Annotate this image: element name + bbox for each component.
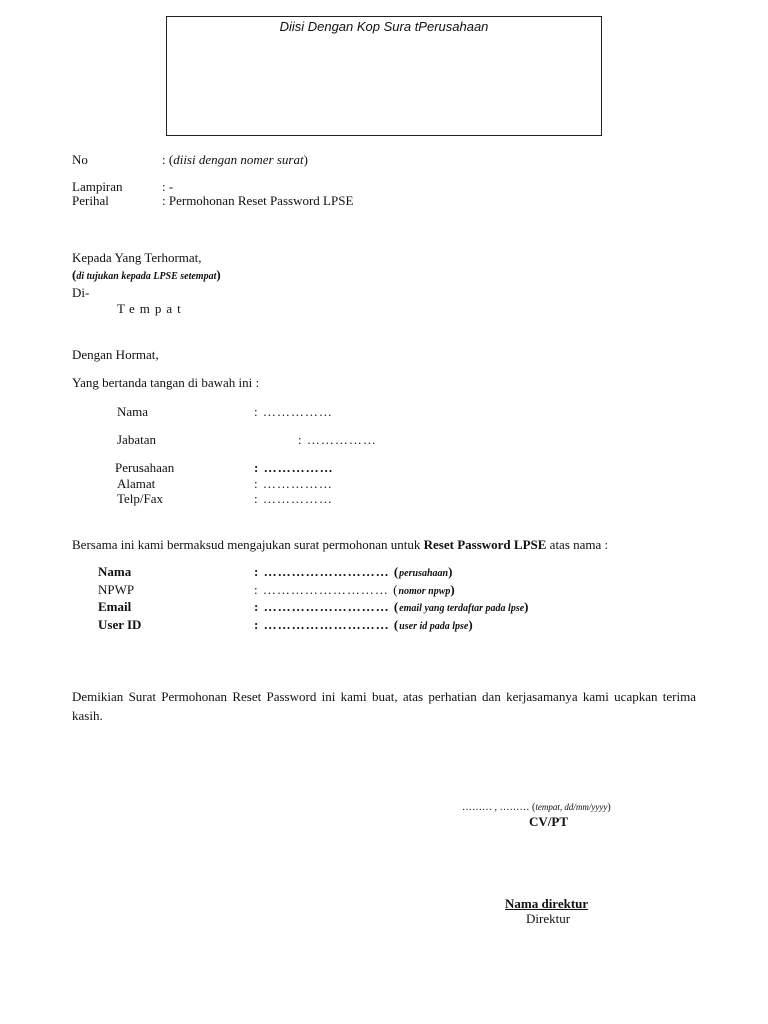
no-value-prefix: : ( (162, 152, 174, 167)
company-type: CV/PT (529, 814, 568, 829)
account-value (254, 582, 455, 599)
account-value (254, 599, 529, 616)
no-label: No (72, 152, 88, 167)
addressee-note-text: di tujukan kepada LPSE setempat (76, 271, 217, 282)
signer-label: Alamat (117, 476, 156, 491)
request-prefix: Bersama ini kami bermaksud mengajukan surat permohonan untuk (72, 537, 424, 552)
signer-value: : …………… (254, 476, 333, 491)
no-value (162, 152, 308, 167)
account-close: ) (450, 582, 455, 597)
place-date-close: ) (607, 802, 611, 813)
no-note: diisi dengan nomer surat (173, 152, 304, 167)
account-note: user id pada lpse (399, 621, 469, 632)
closing-paragraph: Demikian Surat Permohonan Reset Password ini kami buat, atas perhatian dan kerjasamanya kami ucapkan terima kasih. (72, 689, 696, 723)
account-note: perusahaan (399, 568, 449, 579)
place-date-note: tempat, dd/mm/yyyy (535, 802, 608, 812)
signer-value: : …………… (254, 460, 334, 475)
signer-label: Telp/Fax (117, 491, 164, 506)
lampiran-label: Lampiran (72, 179, 123, 194)
account-label: NPWP (98, 582, 135, 597)
signer-value: : …………… (254, 404, 333, 419)
account-note: nomor npwp (398, 586, 451, 597)
account-close: ) (448, 564, 453, 579)
addressee-note-open: ( (72, 267, 77, 282)
place-date (462, 800, 611, 815)
addressee-greeting: Kepada Yang Terhormat, (72, 250, 202, 265)
account-close: ) (468, 617, 473, 632)
account-label: Nama (98, 564, 132, 579)
account-label: User ID (98, 617, 142, 632)
account-dots: : ……………………… ( (254, 617, 400, 632)
addressee-di: Di- (72, 285, 90, 300)
account-note: email yang terdaftar pada lpse (399, 603, 525, 614)
signer-label: Nama (117, 404, 149, 419)
signer-label: Jabatan (117, 432, 156, 447)
account-value (254, 564, 452, 581)
opening: Dengan Hormat, (72, 347, 159, 362)
account-dots: : ……………………… ( (254, 599, 400, 614)
letterhead-box (166, 16, 602, 136)
request-sentence (72, 537, 608, 552)
signer-value: : …………… (298, 432, 377, 447)
account-value (254, 617, 473, 634)
director-name: Nama direktur (505, 896, 589, 911)
addressee-tempat: Tempat (117, 301, 186, 316)
perihal-label: Perihal (72, 193, 109, 208)
signer-label: Perusahaan (115, 460, 175, 475)
letterhead-title: Diisi Dengan Kop Sura tPerusahaan (279, 19, 489, 34)
addressee-note (72, 267, 221, 284)
no-value-close: ) (303, 152, 308, 167)
lampiran-value: : - (162, 179, 174, 194)
account-dots: : ……………………… ( (254, 582, 399, 597)
addressee-note-close: ) (216, 267, 221, 282)
account-label: Email (98, 599, 132, 614)
account-close: ) (524, 599, 529, 614)
place-date-dots: ……… , ……… ( (462, 802, 536, 813)
perihal-value: : Permohonan Reset Password LPSE (162, 193, 354, 208)
account-dots: : ……………………… ( (254, 564, 400, 579)
director-title: Direktur (526, 911, 571, 926)
intro: Yang bertanda tangan di bawah ini : (72, 375, 260, 390)
request-suffix: atas nama : (546, 537, 609, 552)
signer-value: : …………… (254, 491, 333, 506)
request-bold: Reset Password LPSE (423, 537, 547, 552)
